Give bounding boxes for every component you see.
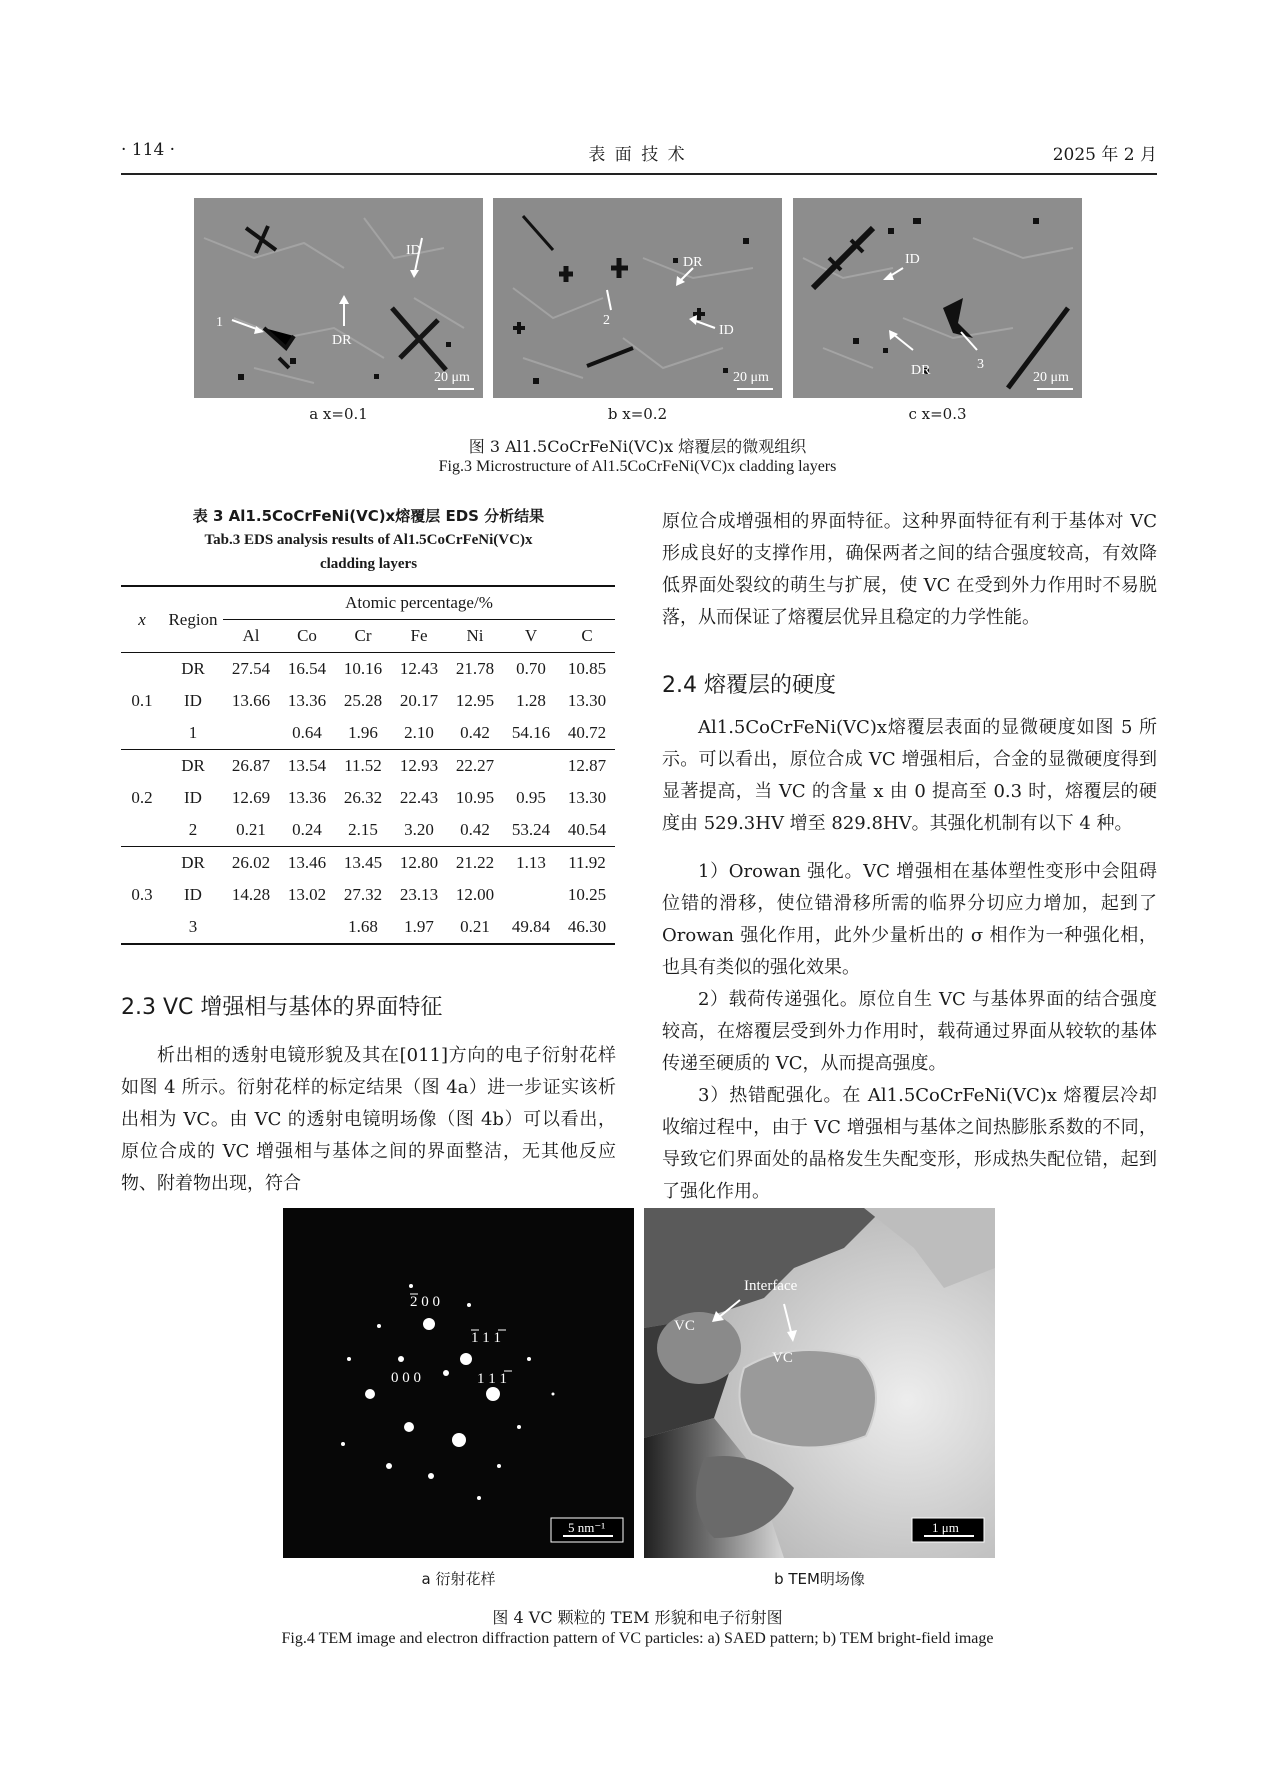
value-cell: 0.95 <box>516 788 546 807</box>
value-cell: 13.30 <box>567 691 607 710</box>
value-cell: 12.00 <box>455 885 495 904</box>
value-cell: 21.78 <box>455 659 495 678</box>
value-cell <box>279 911 335 944</box>
table-row <box>121 911 615 944</box>
region-cell: DR <box>181 756 205 775</box>
fig3-caption-en: Fig.3 Microstructure of Al1.5CoCrFeNi(VC)x cladding layers <box>438 458 837 475</box>
fig3c-callout-id: ID <box>905 252 920 267</box>
col-x-header: x <box>121 586 163 653</box>
table3-caption-cn: 表 3 Al1.5CoCrFeNi(VC)x熔覆层 EDS 分析结果 <box>192 507 545 525</box>
value-cell: 11.92 <box>568 853 606 872</box>
value-cell: 13.45 <box>343 853 383 872</box>
x-value: 0.2 <box>121 750 163 847</box>
value-cell: 10.95 <box>455 788 495 807</box>
section-2-3-paragraph: 析出相的透射电镜形貌及其在[011]方向的电子衍射花样如图 4 所示。衍射花样的标定结果（图 4a）进一步证实该析出相为 VC。由 VC 的透射电镜明场像（图 4b）可以看出，原位合成的 VC 增强相与基体之间的界面整洁，无其他反应物、附着物出现，符合 <box>121 1045 616 1194</box>
region-cell: 3 <box>163 911 223 944</box>
fig3a-callout-id: ID <box>406 243 421 258</box>
fig3c-callout-3: 3 <box>977 357 984 372</box>
region-cell: DR <box>181 853 205 872</box>
value-cell <box>503 879 559 911</box>
table-row <box>121 814 615 847</box>
section-2-3-title: 2.3 VC 增强相与基体的界面特征 <box>121 995 443 1020</box>
section-2-4-title: 2.4 熔覆层的硬度 <box>662 673 836 698</box>
value-cell: 0.21 <box>447 911 503 944</box>
table-row <box>121 717 615 750</box>
value-cell: 1.13 <box>516 853 546 872</box>
section-2-4-paragraph-4: 3）热错配强化。在 Al1.5CoCrFeNi(VC)x 熔覆层冷却收缩过程中，由于 VC 增强相与基体之间热膨胀系数的不同，导致它们界面处的晶格发生失配变形，形成热失配位错，起到了强化作用。 <box>662 1085 1157 1202</box>
value-cell: 11.52 <box>344 756 382 775</box>
value-cell: 49.84 <box>503 911 559 944</box>
x-value: 0.3 <box>121 847 163 945</box>
value-cell <box>503 750 559 783</box>
table-row <box>121 879 615 911</box>
value-cell: 10.85 <box>567 659 607 678</box>
value-cell: 26.32 <box>343 788 383 807</box>
table3-caption-en-2: cladding layers <box>319 556 418 572</box>
value-cell: 12.80 <box>399 853 439 872</box>
value-cell: 26.02 <box>231 853 271 872</box>
value-cell: 54.16 <box>503 717 559 750</box>
value-cell: 22.43 <box>399 788 439 807</box>
element-header: Co <box>279 620 335 653</box>
fig4-tem-bright-field <box>644 1208 995 1558</box>
fig3-panel-b <box>493 198 782 398</box>
spot-label-000: 0 0 0 <box>391 1370 421 1386</box>
region-cell: ID <box>184 885 202 904</box>
fig3-label-b: b x=0.2 <box>607 405 668 423</box>
region-cell: ID <box>184 788 202 807</box>
value-cell: 3.20 <box>391 814 447 847</box>
fig4b-callout-vc-left: VC <box>674 1318 695 1334</box>
fig4-label-a: a 衍射花样 <box>421 1570 496 1588</box>
value-cell: 1.68 <box>335 911 391 944</box>
page-number: · 114 · <box>121 140 176 160</box>
fig4a-scale-label: 5 nm⁻¹ <box>568 1520 606 1535</box>
table-row <box>121 750 615 783</box>
table-row <box>121 685 615 717</box>
journal-name: 表 面 技 术 <box>588 145 687 165</box>
fig3-label-a: a x=0.1 <box>309 405 368 423</box>
value-cell: 13.30 <box>567 788 607 807</box>
eds-table <box>121 585 615 945</box>
fig3-label-c: c x=0.3 <box>908 405 967 423</box>
value-cell: 13.66 <box>231 691 271 710</box>
fig3a-callout-dr: DR <box>332 333 352 348</box>
fig4-label-b: b TEM明场像 <box>774 1570 865 1588</box>
value-cell: 13.36 <box>287 788 327 807</box>
fig3c-callout-dr: DR <box>911 363 931 378</box>
value-cell: 20.17 <box>399 691 439 710</box>
x-value: 0.1 <box>121 653 163 750</box>
fig4b-scale-label: 1 μm <box>932 1520 959 1535</box>
element-header: Ni <box>447 620 503 653</box>
element-header: C <box>559 620 615 653</box>
value-cell: 12.43 <box>399 659 439 678</box>
spot-label-111-right: 1 1 1 <box>477 1371 507 1387</box>
fig4b-callout-vc-center: VC <box>772 1350 793 1366</box>
value-cell: 13.54 <box>287 756 327 775</box>
value-cell: 46.30 <box>559 911 615 944</box>
region-cell: ID <box>184 691 202 710</box>
element-header: V <box>503 620 559 653</box>
value-cell: 10.16 <box>343 659 383 678</box>
eds-table-body <box>121 653 615 945</box>
spot-label-200: 2 0 0 <box>410 1294 440 1310</box>
fig3b-callout-2: 2 <box>603 313 610 328</box>
table-row <box>121 653 615 686</box>
fig3a-scale-label: 20 μm <box>434 370 470 385</box>
value-cell: 0.21 <box>223 814 279 847</box>
fig4-saed-pattern <box>283 1208 634 1558</box>
value-cell: 13.36 <box>287 691 327 710</box>
spot-label-111-top: 1 1 1 <box>471 1330 501 1346</box>
fig3b-scale-label: 20 μm <box>733 370 769 385</box>
value-cell: 2.10 <box>391 717 447 750</box>
value-cell: 0.24 <box>279 814 335 847</box>
value-cell: 12.69 <box>231 788 271 807</box>
value-cell: 0.42 <box>447 717 503 750</box>
value-cell: 10.25 <box>567 885 607 904</box>
value-cell: 26.87 <box>231 756 271 775</box>
value-cell: 12.87 <box>567 756 607 775</box>
fig4-caption-en: Fig.4 TEM image and electron diffraction pattern of VC particles: a) SAED pattern; b) TEM bright-field image <box>281 1630 994 1647</box>
value-cell: 0.64 <box>279 717 335 750</box>
col-region-header: Region <box>163 586 223 653</box>
atomic-percentage-header: Atomic percentage/% <box>223 586 615 620</box>
value-cell: 27.32 <box>343 885 383 904</box>
value-cell <box>223 911 279 944</box>
value-cell: 40.72 <box>559 717 615 750</box>
value-cell: 0.70 <box>516 659 546 678</box>
value-cell: 22.27 <box>455 756 495 775</box>
region-cell: 1 <box>163 717 223 750</box>
value-cell: 1.28 <box>516 691 546 710</box>
value-cell: 2.15 <box>335 814 391 847</box>
fig4-caption-cn: 图 4 VC 颗粒的 TEM 形貌和电子衍射图 <box>492 1608 783 1627</box>
value-cell: 14.28 <box>231 885 271 904</box>
fig3c-scale-label: 20 μm <box>1033 370 1069 385</box>
fig4b-callout-interface: Interface <box>744 1278 798 1294</box>
fig3-panel-c <box>793 198 1082 398</box>
value-cell: 1.96 <box>335 717 391 750</box>
value-cell: 13.02 <box>287 885 327 904</box>
value-cell: 53.24 <box>503 814 559 847</box>
table-row <box>121 782 615 814</box>
section-2-4-paragraph-3: 2）载荷传递强化。原位自生 VC 与基体界面的结合强度较高，在熔覆层受到外力作用时，载荷通过界面从较软的基体传递至硬质的 VC，从而提高强度。 <box>662 989 1157 1074</box>
table-row <box>121 847 615 880</box>
region-cell: 2 <box>163 814 223 847</box>
value-cell: 16.54 <box>287 659 327 678</box>
section-2-4-paragraph-2: 1）Orowan 强化。VC 增强相在基体塑性变形中会阻碍位错的滑移，使位错滑移所需的临界分切应力增加，起到了 Orowan 强化作用，此外少量析出的 σ 相作为一种强化相，也具有类似的强化效果。 <box>662 861 1157 978</box>
region-cell: DR <box>181 659 205 678</box>
value-cell: 1.97 <box>391 911 447 944</box>
fig3b-callout-id: ID <box>719 323 734 338</box>
value-cell: 13.46 <box>287 853 327 872</box>
value-cell: 21.22 <box>455 853 495 872</box>
value-cell: 12.93 <box>399 756 439 775</box>
element-header: Fe <box>391 620 447 653</box>
value-cell <box>223 717 279 750</box>
value-cell: 25.28 <box>343 691 383 710</box>
element-header: Al <box>223 620 279 653</box>
section-2-4-paragraph-1: Al1.5CoCrFeNi(VC)x熔覆层表面的显微硬度如图 5 所示。可以看出，原位合成 VC 增强相后，合金的显微硬度得到显著提高，当 VC 的含量 x 由 0 提高至 0.3 时，熔覆层的硬度由 529.3HV 增至 829.8HV。其强化机制有以下 4 种。 <box>662 717 1157 834</box>
fig3a-callout-1: 1 <box>216 315 223 330</box>
issue-date: 2025 年 2 月 <box>1052 145 1157 165</box>
element-header: Cr <box>335 620 391 653</box>
value-cell: 27.54 <box>231 659 271 678</box>
header-rule <box>121 173 1157 175</box>
fig3-panel-a <box>194 198 483 398</box>
fig3b-callout-dr: DR <box>683 255 703 270</box>
value-cell: 40.54 <box>559 814 615 847</box>
fig3-caption-cn: 图 3 Al1.5CoCrFeNi(VC)x 熔覆层的微观组织 <box>468 437 807 456</box>
value-cell: 0.42 <box>447 814 503 847</box>
table3-caption-en-1: Tab.3 EDS analysis results of Al1.5CoCrFeNi(VC)x <box>204 532 533 548</box>
value-cell: 23.13 <box>399 885 439 904</box>
value-cell: 12.95 <box>455 691 495 710</box>
right-col-continuation: 原位合成增强相的界面特征。这种界面特征有利于基体对 VC 形成良好的支撑作用，确保两者之间的结合强度较高，有效降低界面处裂纹的萌生与扩展，使 VC 在受到外力作用时不易脱落，从而保证了熔覆层优异且稳定的力学性能。 <box>662 511 1157 628</box>
